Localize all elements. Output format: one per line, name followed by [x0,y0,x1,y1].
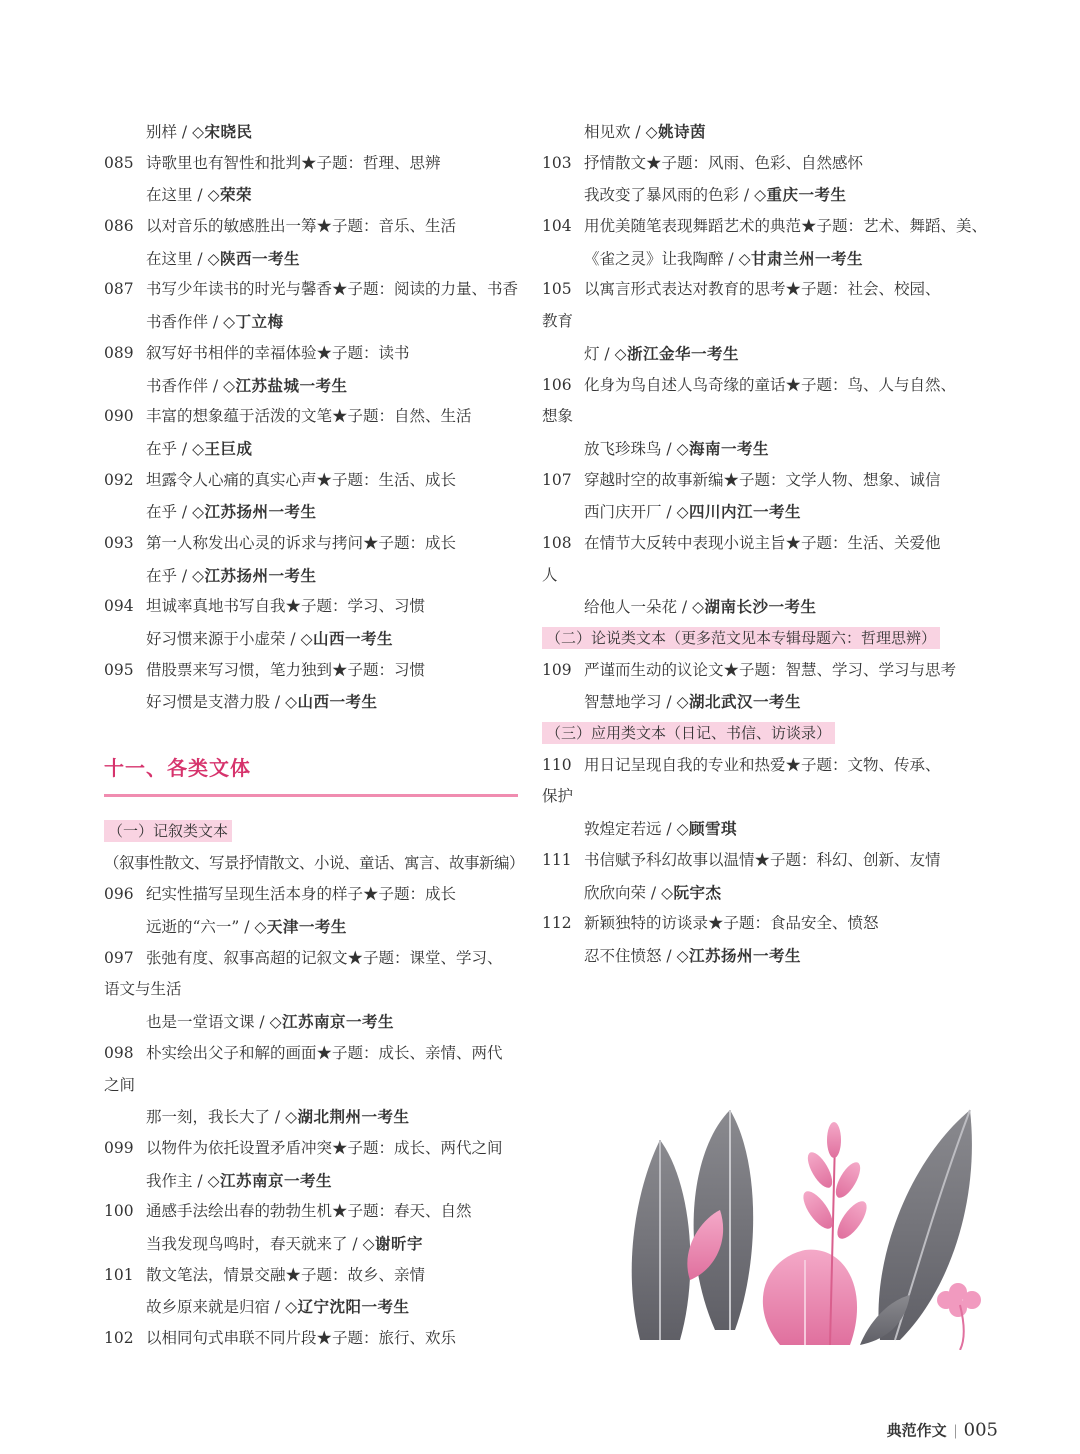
article-author: ◇湖北武汉一考生 [676,692,801,712]
toc-item [104,465,522,497]
section-tag: （三）应用类文本（日记、书信、访谈录） [542,722,835,744]
item-description: 在情节大反转中表现小说主旨★子题：生活、关爱他 [584,533,941,552]
item-number: 093 [104,533,134,552]
section-tag: （一）记叙类文本 [104,820,232,842]
article-title: 敦煌定若远 / [584,820,677,839]
left-column [104,116,522,718]
item-description: 用优美随笔表现舞蹈艺术的典范★子题：艺术、舞蹈、美、 [584,217,988,236]
article-title-row [104,560,522,592]
section-tag-row [542,623,962,655]
item-number: 102 [104,1329,134,1347]
article-title: 书香作伴 / [146,376,224,395]
article-author: ◇山西一考生 [300,629,393,648]
item-continuation: 语文与生活 [104,980,182,999]
article-title: 我改变了暴风雨的色彩 / [584,186,755,205]
toc-item [542,528,962,560]
article-title: 别样 / [146,123,193,141]
article-title-row [104,686,522,718]
article-author: ◇丁立梅 [223,312,284,332]
toc-item [104,879,522,911]
item-continuation: 保护 [542,787,574,806]
article-author: ◇阮宇杰 [661,882,722,902]
section-tag-row [104,816,522,848]
toc-item [542,655,962,687]
article-title-row [542,338,962,370]
item-description: 坦诚率真地书写自我★子题：学习、习惯 [146,597,426,616]
item-description: 化身为鸟自述人鸟奇缘的童话★子题：鸟、人与自然、 [584,375,957,394]
article-author: ◇江苏盐城一考生 [223,375,348,395]
toc-item [104,1133,522,1165]
toc-item [104,1260,522,1292]
item-number: 098 [104,1043,134,1062]
article-title-row [104,179,522,211]
article-title-row [104,1006,522,1038]
item-number: 105 [542,280,572,299]
item-description: 以对音乐的敏感胜出一筹★子题：音乐、生活 [146,217,457,236]
article-title-row [542,877,962,909]
article-title: 智慧地学习 / [584,693,677,712]
article-title-row [104,306,522,338]
toc-item [104,338,522,370]
article-title-row [104,1291,522,1323]
article-title-row [542,496,962,528]
article-author: ◇谢昕宇 [362,1233,423,1253]
left-section-block [104,816,525,1355]
item-number: 106 [542,375,572,394]
article-title: 灯 / [584,344,615,363]
article-author: ◇陕西一考生 [207,248,300,268]
article-title-row [542,813,962,845]
item-number: 107 [542,470,572,489]
item-description: 散文笔法，情景交融★子题：故乡、亲情 [146,1265,426,1284]
article-author: ◇辽宁沈阳一考生 [285,1297,410,1317]
toc-item [104,528,522,560]
item-description: 以寓言形式表达对教育的思考★子题：社会、校园、 [584,280,941,299]
article-title: 我作主 / [146,1171,208,1190]
item-number: 099 [104,1138,134,1157]
item-description: 张弛有度、叙事高超的记叙文★子题：课堂、学习、 [146,948,503,967]
item-description: 抒情散文★子题：风雨、色彩、自然感怀 [584,153,864,172]
article-title-row [104,1165,522,1197]
article-title: 放飞珍珠鸟 / [584,439,677,458]
toc-item [542,750,962,782]
article-author: ◇江苏扬州一考生 [192,565,317,585]
gray-leaf-left [632,1140,691,1340]
article-title: 《雀之灵》让我陶醉 / [584,249,739,268]
item-description: 丰富的想象蕴于活泼的文笔★子题：自然、生活 [146,407,472,426]
article-title-row [542,179,962,211]
article-title: 在乎 / [146,439,193,458]
article-title: 在这里 / [146,249,208,268]
toc-item [104,943,522,975]
article-title-row [104,623,522,655]
article-title: 好习惯是支潜力股 / [146,693,286,712]
toc-item [104,591,522,623]
clover-icon [937,1283,981,1350]
item-description: 朴实绘出父子和解的画面★子题：成长、亲情、两代 [146,1043,503,1062]
article-author: ◇重庆一考生 [754,185,847,205]
item-number: 092 [104,470,134,489]
article-title: 在这里 / [146,186,208,205]
toc-item [542,845,962,877]
article-title-row [542,940,962,972]
section-subtitle: （叙事性散文、写景抒情散文、小说、童话、寓言、故事新编） [104,853,525,872]
article-title: 忍不住愤怒 / [584,946,677,965]
section-tag-row [542,718,962,750]
article-title: 远逝的“六一” / [146,918,255,937]
toc-item [542,211,988,243]
item-number: 108 [542,533,572,552]
article-author: ◇江苏南京一考生 [269,1012,394,1032]
item-number: 087 [104,280,134,299]
toc-item [542,908,962,940]
toc-item [542,370,962,402]
article-title: 在乎 / [146,503,193,522]
article-title: 书香作伴 / [146,313,224,332]
article-title: 当我发现鸟鸣时，春天就来了 / [146,1234,363,1253]
article-title: 故乡原来就是归宿 / [146,1298,286,1317]
magazine-name: 典范作文 [886,1421,947,1440]
article-author: ◇浙江金华一考生 [614,343,739,363]
toc-item [104,211,522,243]
article-author: ◇天津一考生 [254,917,347,937]
section-title: 十一、各类文体 [104,756,251,780]
item-description: 借股票来写习惯，笔力独到★子题：习惯 [146,660,426,679]
article-author: ◇四川内江一考生 [676,502,801,522]
item-continuation: 教育 [542,312,574,331]
article-title-row [104,911,522,943]
article-author: ◇湖南长沙一考生 [692,597,817,617]
item-description: 叙写好书相伴的幸福体验★子题：读书 [146,343,410,362]
article-title-row [104,433,522,465]
article-title-row [542,116,962,148]
item-number: 109 [542,660,572,679]
item-number: 101 [104,1265,134,1284]
gray-leaf-tall [694,1110,754,1330]
toc-item [542,148,962,180]
article-title-row [542,591,962,623]
item-description: 通感手法绘出春的勃勃生机★子题：春天、自然 [146,1202,472,1221]
article-author: ◇王巨成 [192,438,253,458]
item-number: 104 [542,217,572,236]
item-description: 以相同句式串联不同片段★子题：旅行、欢乐 [146,1329,457,1347]
article-title-row [542,686,962,718]
toc-item [104,274,522,306]
article-title: 在乎 / [146,566,193,585]
item-number: 089 [104,343,134,362]
article-title-row [104,1228,522,1260]
footer-divider [955,1425,956,1439]
article-title-row [104,370,522,402]
toc-item [104,148,522,180]
pink-fern-leaves [798,1122,872,1243]
article-author: ◇山西一考生 [285,692,378,712]
item-description: 用日记呈现自我的专业和热爱★子题：文物、传承、 [584,755,941,774]
article-title-row [104,116,522,148]
toc-item [104,1196,522,1228]
article-title: 也是一堂语文课 / [146,1013,270,1032]
toc-item [104,655,522,687]
item-continuation: 想象 [542,407,574,426]
left-section-lines [104,879,522,1354]
article-author: ◇顾雪琪 [676,819,737,839]
article-title: 给他人一朵花 / [584,598,693,617]
article-title: 欣欣向荣 / [584,883,662,902]
item-number: 094 [104,597,134,616]
article-author: ◇江苏扬州一考生 [192,502,317,522]
toc-item [104,1323,522,1355]
toc-item [542,465,962,497]
article-title: 好习惯来源于小虚荣 / [146,630,301,648]
toc-item [104,1038,522,1070]
article-author: ◇海南一考生 [676,438,769,458]
item-description: 诗歌里也有智性和批判★子题：哲理、思辨 [146,153,441,172]
article-author: ◇江苏扬州一考生 [676,945,801,965]
section-divider [104,794,518,797]
item-description: 严谨而生动的议论文★子题：智慧、学习、学习与思考 [584,660,957,679]
item-description: 穿越时空的故事新编★子题：文学人物、想象、诚信 [584,470,941,489]
article-author: ◇宋晓民 [192,122,253,141]
item-number: 112 [542,914,572,933]
item-number: 095 [104,660,134,679]
toc-item [542,274,962,306]
article-author: ◇荣荣 [207,185,252,205]
item-description: 新颖独特的访谈录★子题：食品安全、愤怒 [584,914,879,933]
item-description: 坦露令人心痛的真实心声★子题：生活、成长 [146,470,457,489]
article-author: ◇湖北荆州一考生 [285,1107,410,1127]
article-title: 那一刻，我长大了 / [146,1108,286,1127]
page-footer [887,1420,998,1441]
item-number: 111 [542,850,572,869]
item-number: 097 [104,948,134,967]
article-title: 相见欢 / [584,123,646,141]
item-description: 第一人称发出心灵的诉求与拷问★子题：成长 [146,533,457,552]
section-tag: （二）论说类文本（更多范文见本专辑母题六：哲理思辨） [542,627,940,649]
item-number: 103 [542,153,572,172]
page-number: 005 [963,1419,998,1441]
item-description: 纪实性描写呈现生活本身的样子★子题：成长 [146,885,457,904]
item-number: 096 [104,885,134,904]
article-title-row [542,433,962,465]
item-number: 100 [104,1202,134,1221]
item-number: 086 [104,217,134,236]
article-author: ◇江苏南京一考生 [207,1170,332,1190]
item-description: 书写少年读书的时光与馨香★子题：阅读的力量、书香 [146,280,519,299]
right-column [542,116,988,972]
article-author: ◇姚诗茵 [645,122,706,141]
item-number: 085 [104,153,134,172]
article-title-row [104,243,522,275]
item-description: 书信赋予科幻故事以温情★子题：科幻、创新、友情 [584,850,941,869]
item-number: 110 [542,755,572,774]
article-title-row [104,1101,522,1133]
item-number: 090 [104,407,134,426]
article-title: 西门庆开厂 / [584,503,677,522]
plant-illustration [620,1100,990,1350]
pink-heart-leaf [763,1250,857,1345]
article-title-row [104,496,522,528]
toc-item [104,401,522,433]
item-continuation: 人 [542,565,558,584]
item-description: 以物件为依托设置矛盾冲突★子题：成长、两代之间 [146,1138,503,1157]
item-continuation: 之间 [104,1075,136,1094]
article-author: ◇甘肃兰州一考生 [738,248,863,268]
article-title-row [542,243,962,275]
